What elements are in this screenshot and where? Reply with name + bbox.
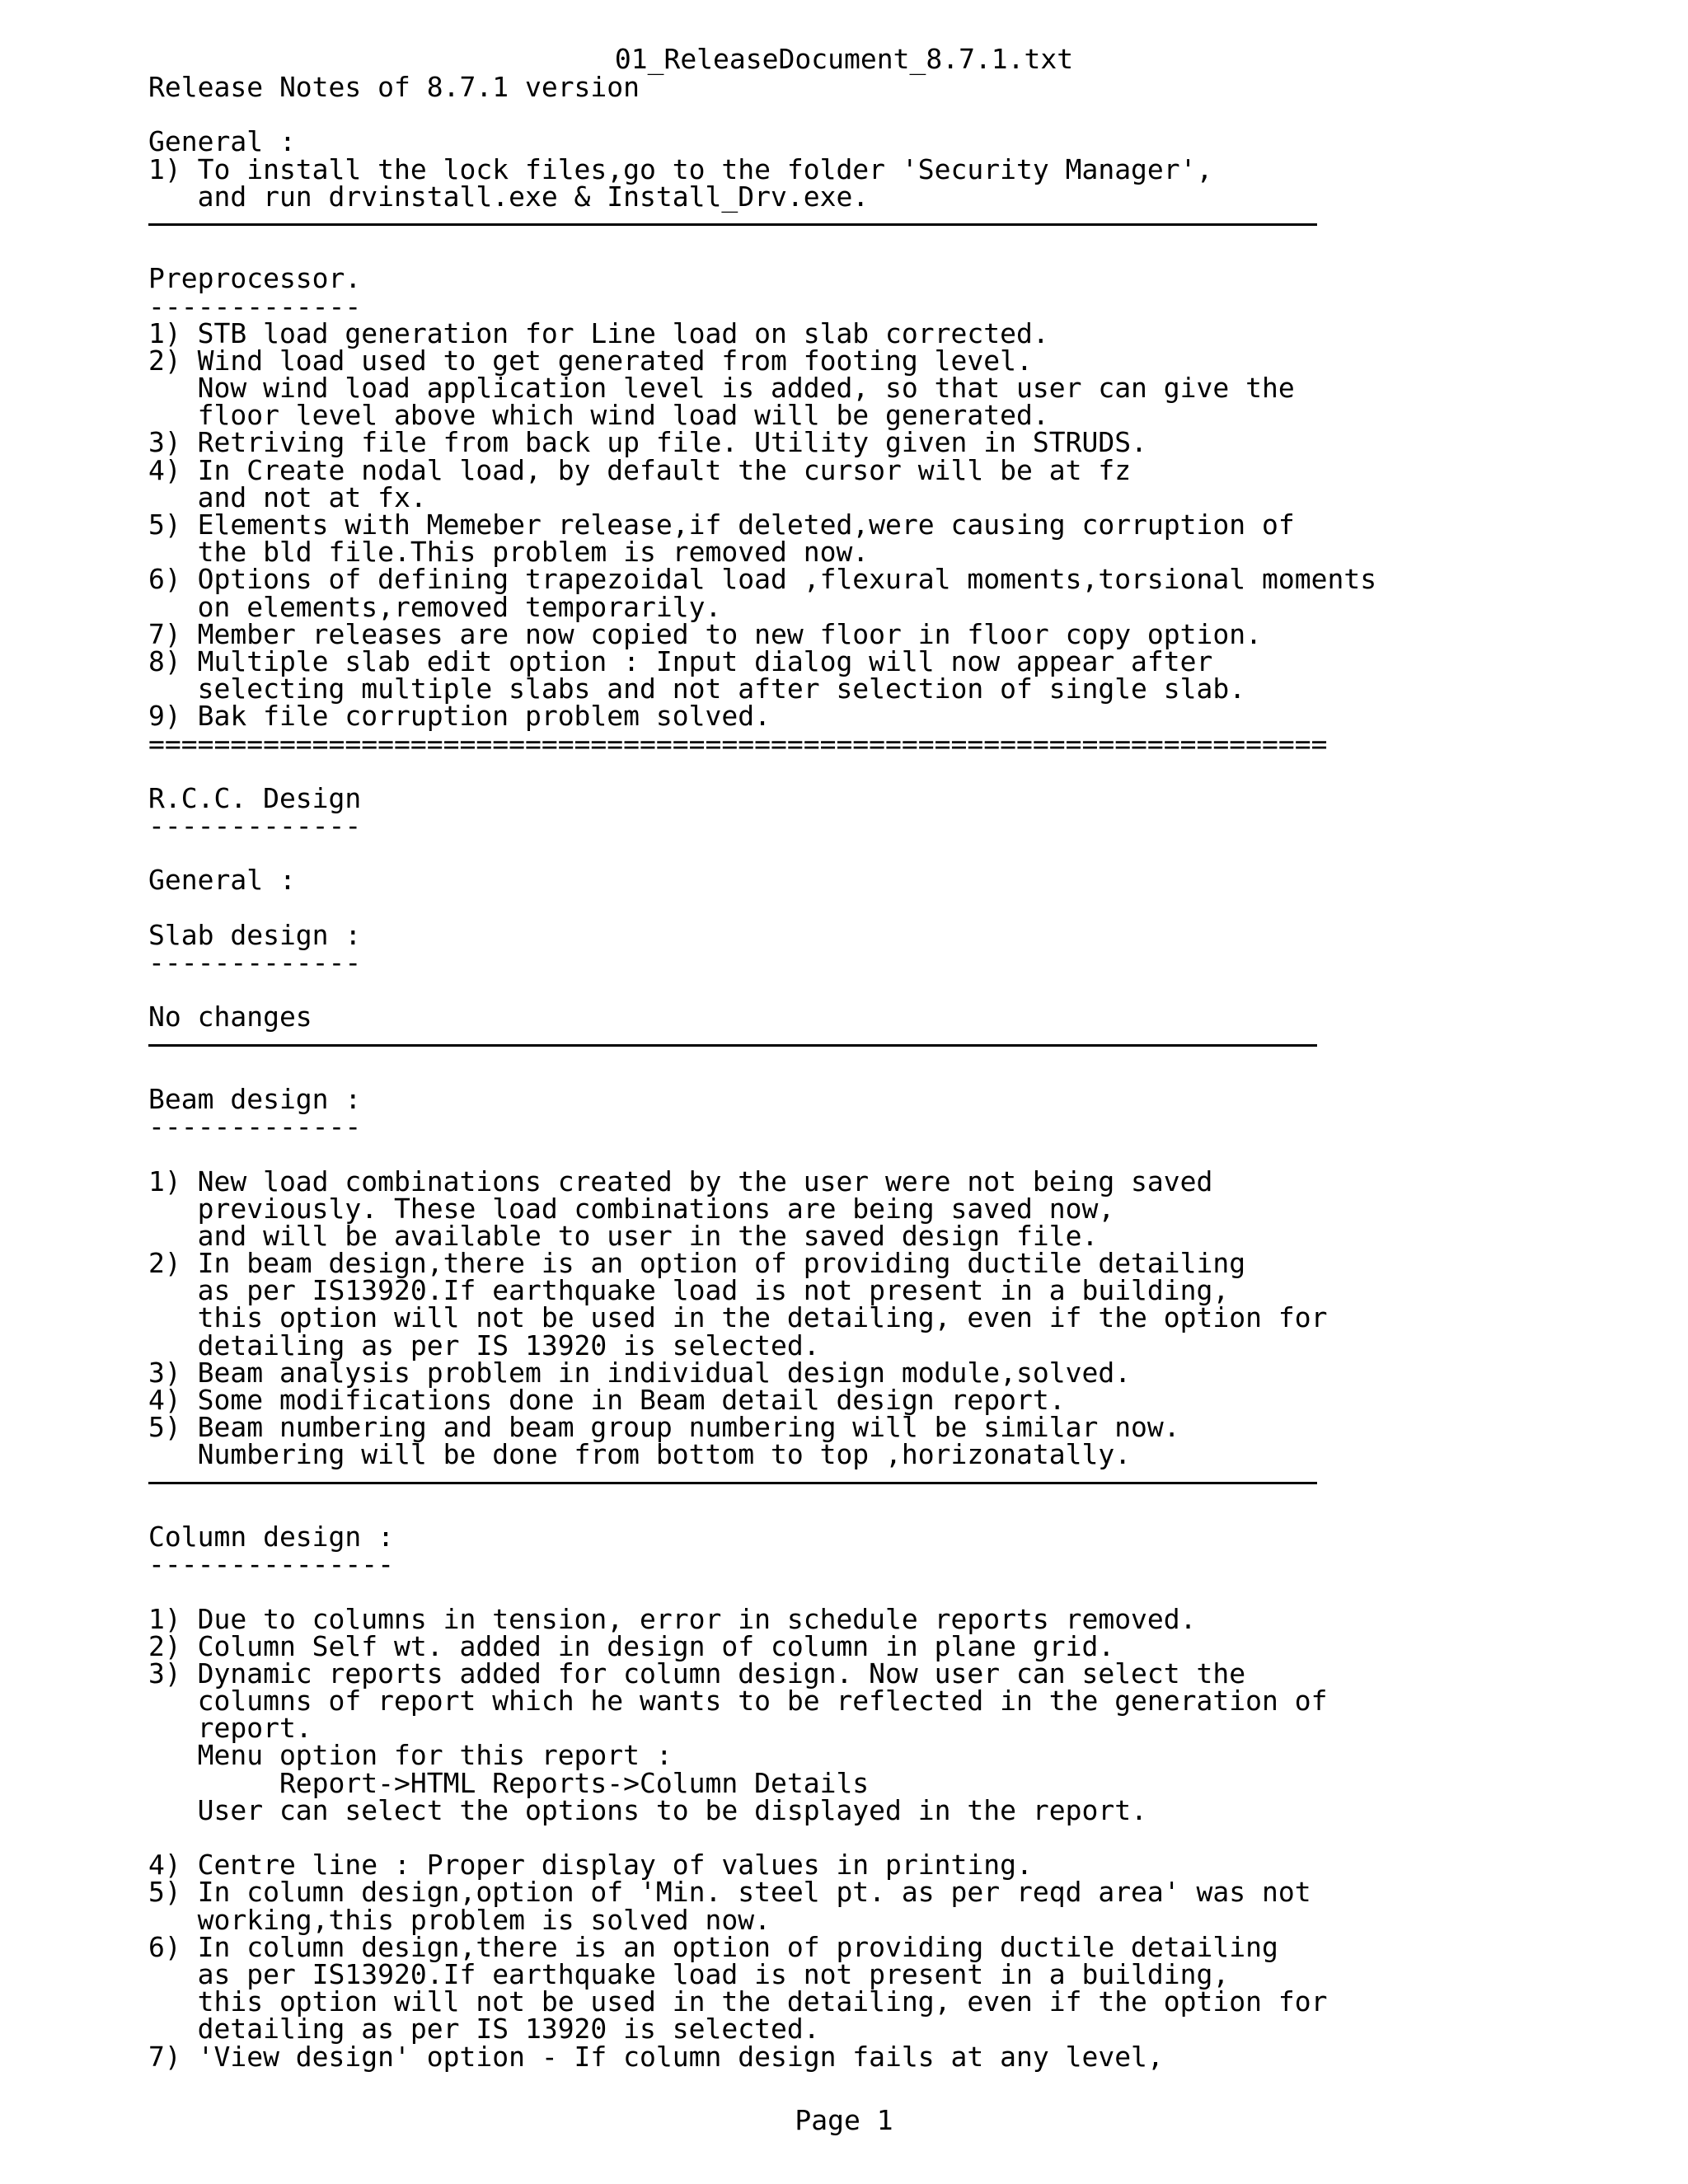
text-line bbox=[148, 976, 1632, 1003]
text-line: 3) Retriving file from back up file. Utility given in STRUDS. bbox=[148, 426, 1147, 459]
text-line bbox=[148, 894, 1632, 921]
text-line: 1) New load combinations created by the user were not being saved bbox=[148, 1165, 1213, 1197]
text-line: previously. These load combinations are being saved now, bbox=[148, 1192, 1115, 1225]
horizontal-rule bbox=[148, 1469, 1632, 1496]
document-body bbox=[148, 71, 1632, 2073]
text-line: and not at fx. bbox=[148, 480, 427, 513]
text-line bbox=[148, 1824, 1632, 1851]
text-line: Menu option for this report : bbox=[148, 1739, 673, 1772]
text-line: columns of report which he wants to be reflected in the generation of bbox=[148, 1685, 1328, 1718]
text-line: User can select the options to be displayed in the report. bbox=[148, 1793, 1147, 1826]
text-line: ------------- bbox=[148, 1110, 362, 1143]
text-line bbox=[148, 839, 1632, 866]
text-line: General : bbox=[148, 864, 296, 897]
text-line: 5) Elements with Memeber release,if deleted,were causing corruption of bbox=[148, 509, 1295, 541]
horizontal-rule bbox=[148, 1031, 1632, 1058]
horizontal-rule bbox=[148, 210, 1632, 237]
text-line: detailing as per IS 13920 is selected. bbox=[148, 2013, 820, 2046]
text-line: ------------- bbox=[148, 289, 362, 322]
text-line bbox=[148, 757, 1632, 785]
text-line: ------------- bbox=[148, 809, 362, 842]
text-line: R.C.C. Design bbox=[148, 781, 362, 814]
text-line: as per IS13920.If earthquake load is not present in a building, bbox=[148, 1274, 1230, 1307]
text-line: ======================================================================== bbox=[148, 727, 1328, 760]
document-title: 01_ReleaseDocument_8.7.1.txt bbox=[614, 43, 1074, 75]
text-line: 2) Column Self wt. added in design of column in plane grid. bbox=[148, 1629, 1115, 1662]
text-line: Numbering will be done from bottom to top ,horizonatally. bbox=[148, 1438, 1132, 1471]
text-line: 4) In Create nodal load, by default the cursor will be at fz bbox=[148, 453, 1132, 486]
text-line: Beam design : bbox=[148, 1082, 362, 1115]
text-line: the bld file.This problem is removed now. bbox=[148, 536, 870, 569]
text-line: 2) Wind load used to get generated from footing level. bbox=[148, 344, 1033, 377]
text-line: 2) In beam design,there is an option of providing ductile detailing bbox=[148, 1247, 1246, 1280]
text-line: as per IS13920.If earthquake load is not present in a building, bbox=[148, 1957, 1230, 1990]
text-line: 7) Member releases are now copied to new floor in floor copy option. bbox=[148, 617, 1263, 650]
text-line: working,this problem is solved now. bbox=[148, 1903, 771, 1936]
text-line: ------------- bbox=[148, 946, 362, 978]
text-line: selecting multiple slabs and not after selection of single slab. bbox=[148, 673, 1246, 705]
text-line: 1) To install the lock files,go to the folder 'Security Manager', bbox=[148, 152, 1213, 185]
text-line: Slab design : bbox=[148, 918, 362, 951]
text-line: 5) In column design,option of 'Min. steel pt. as per reqd area' was not bbox=[148, 1876, 1311, 1909]
text-line bbox=[148, 1577, 1632, 1605]
text-line: and run drvinstall.exe & Install_Drv.exe. bbox=[148, 180, 870, 213]
text-line: 3) Dynamic reports added for column design. Now user can select the bbox=[148, 1657, 1246, 1690]
text-line: this option will not be used in the detailing, even if the option for bbox=[148, 1301, 1328, 1334]
text-line: 1) Due to columns in tension, error in schedule reports removed. bbox=[148, 1602, 1197, 1635]
text-line: No changes bbox=[148, 1001, 312, 1033]
text-line: floor level above which wind load will be generated. bbox=[148, 399, 1049, 432]
text-line: Column design : bbox=[148, 1520, 395, 1553]
text-line: Report->HTML Reports->Column Details bbox=[148, 1766, 870, 1799]
text-line: Release Notes of 8.7.1 version bbox=[148, 71, 640, 103]
text-line bbox=[148, 1496, 1632, 1523]
text-line: 1) STB load generation for Line load on slab corrected. bbox=[148, 316, 1049, 349]
text-line bbox=[148, 1058, 1632, 1085]
page-number: Page 1 bbox=[795, 2104, 893, 2136]
text-line bbox=[148, 101, 1632, 128]
text-line: 8) Multiple slab edit option : Input dialog will now appear after bbox=[148, 644, 1213, 677]
text-line: --------------- bbox=[148, 1548, 395, 1581]
text-line: this option will not be used in the detailing, even if the option for bbox=[148, 1985, 1328, 2018]
text-line: 6) Options of defining trapezoidal load ,flexural moments,torsional moments bbox=[148, 563, 1377, 596]
text-line: detailing as per IS 13920 is selected. bbox=[148, 1329, 820, 1361]
text-line: on elements,removed temporarily. bbox=[148, 590, 722, 623]
text-line: 4) Centre line : Proper display of values in printing. bbox=[148, 1849, 1033, 1882]
text-line bbox=[148, 1140, 1632, 1167]
text-line: 6) In column design,there is an option of providing ductile detailing bbox=[148, 1930, 1278, 1963]
text-line: 9) Bak file corruption problem solved. bbox=[148, 700, 771, 733]
text-line: report. bbox=[148, 1712, 312, 1745]
text-line: 5) Beam numbering and beam group numbering will be similar now. bbox=[148, 1411, 1180, 1444]
text-line: Preprocessor. bbox=[148, 262, 362, 295]
text-line: 7) 'View design' option - If column design fails at any level, bbox=[148, 2040, 1164, 2073]
text-line: 3) Beam analysis problem in individual design module,solved. bbox=[148, 1356, 1132, 1389]
text-line: General : bbox=[148, 125, 296, 158]
text-line: 4) Some modifications done in Beam detail design report. bbox=[148, 1384, 1066, 1416]
text-line bbox=[148, 237, 1632, 265]
text-line: Now wind load application level is added, so that user can give the bbox=[148, 372, 1295, 405]
text-line: and will be available to user in the saved design file. bbox=[148, 1219, 1099, 1252]
